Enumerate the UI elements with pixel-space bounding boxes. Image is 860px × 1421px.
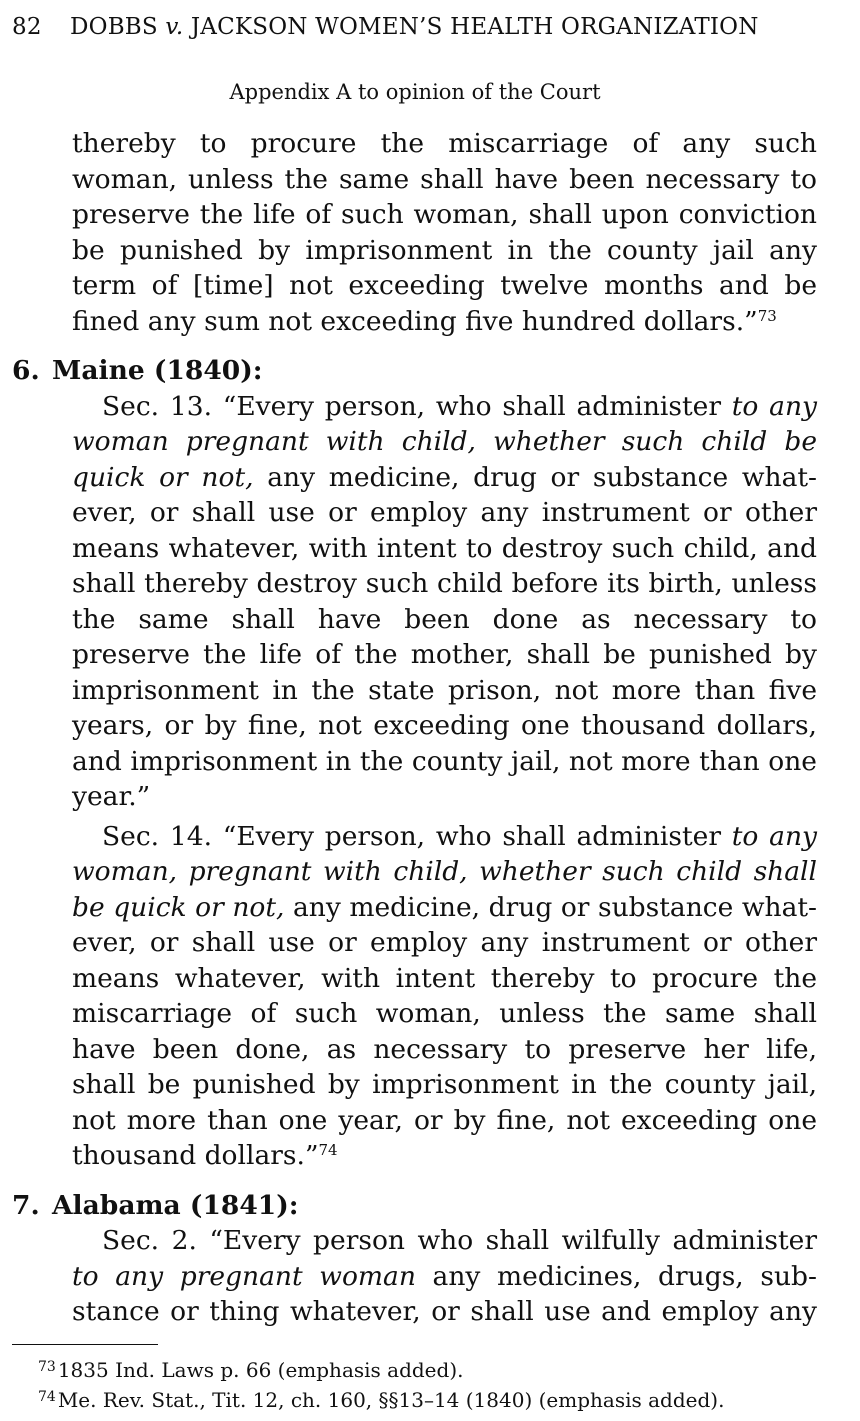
section-title: Alabama (1841): (52, 1189, 299, 1221)
emphasized-text: to any woman pregnant with child, whether such child be quick or not, (72, 390, 817, 493)
document-body (12, 126, 818, 1330)
section-heading (12, 1188, 817, 1224)
section-number: 7. (12, 1189, 40, 1221)
appendix-label: Appendix A to opinion of the Court (229, 80, 601, 104)
footnote-text: 1835 Ind. Laws p. 66 (emphasis added). (57, 1358, 464, 1382)
case-title (70, 14, 759, 40)
statute-paragraph (72, 1223, 817, 1330)
statute-text: any medicine, drug or substance whatever, or shall use or employ any instrument or other means whatever, with intent thereby to procure the miscarriage of such woman, unless the same shall have been done, as necessary to preserve her life, shall be punished by imprisonment in the county jail, not more than one year, or by fine, not exceeding one thousand dollars.” (72, 891, 818, 1171)
page-number: 82 (12, 14, 42, 40)
statute-lead: Sec. 14. “Every person, who shall administer (102, 820, 732, 852)
running-head (12, 14, 830, 40)
statute-paragraph (72, 819, 817, 1174)
section-title: Maine (1840): (52, 355, 263, 386)
statute-paragraph (72, 389, 817, 815)
footnote-reference: 74 (318, 1141, 338, 1159)
footnote-number: 73 (38, 1359, 56, 1375)
footnotes (38, 1355, 818, 1415)
footnote-text: Me. Rev. Stat., Tit. 12, ch. 160, §§13–14 (1840) (emphasis added). (57, 1388, 725, 1412)
emphasized-text: to any pregnant woman (72, 1260, 416, 1292)
section-number: 6. (12, 355, 40, 386)
case-title-part: DOBBS (70, 14, 166, 40)
case-title-part: JACKSON WOMEN’S HEALTH ORGANIZATION (183, 14, 759, 40)
emphasized-text: to any woman, pregnant with child, whether such child shall be quick or not, (72, 820, 817, 923)
footnote-divider (12, 1344, 158, 1345)
footnote-reference: 73 (757, 306, 777, 325)
footnote (38, 1355, 818, 1385)
statute-lead: Sec. 13. “Every person, who shall administer (102, 390, 732, 422)
statute-lead: Sec. 2. “Every person who shall wilfully administer (102, 1225, 817, 1256)
case-title-versus: v. (165, 14, 184, 40)
section-heading (12, 353, 817, 389)
statute-text: any medicines, drugs, substance or thing whatever, or shall use and employ any (72, 1260, 817, 1327)
statute-text: any medicine, drug or substance whatever, or shall use or employ any instrument or other means whatever, with intent to destroy such child, and shall thereby destroy such child before its birth, unless the same shall have been done as necessary to preserve the life of the mother, shall be punished by imprisonment in the state prison, not more than five years, or by fine, not exceeding one thousand dollars, and imprisonment in the county jail, not more than one year.” (72, 461, 817, 812)
continuation-paragraph (72, 126, 817, 339)
footnote-number: 74 (38, 1389, 56, 1405)
paragraph-text: thereby to procure the miscarriage of any such woman, unless the same shall have been necessary to preserve the life of such woman, shall upon conviction be punished by imprisonment in the county jail any term of [time] not exceeding twelve months and be fined any sum not exceeding five hundred dollars.” (72, 128, 817, 337)
footnote (38, 1385, 818, 1415)
